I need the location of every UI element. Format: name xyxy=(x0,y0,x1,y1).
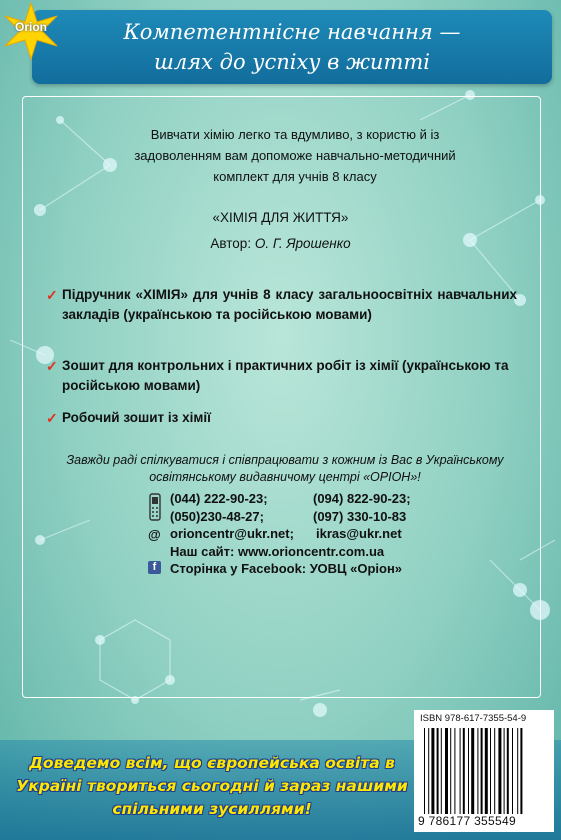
barcode-number: 9 786177 355549 xyxy=(418,814,516,828)
list-item xyxy=(46,356,517,396)
phone-number[interactable]: (094) 822-90-23; xyxy=(313,491,411,506)
checkmark-icon: ✓ xyxy=(46,287,58,303)
email-link[interactable]: ikras@ukr.net xyxy=(316,526,402,541)
checkmark-icon: ✓ xyxy=(46,410,58,426)
phone-number[interactable]: (044) 222-90-23; xyxy=(170,491,268,506)
phone-number[interactable]: (097) 330-10-83 xyxy=(313,508,407,524)
list-item xyxy=(46,285,517,325)
email-link[interactable]: orioncentr@ukr.net; xyxy=(170,526,294,541)
header-line-2: шлях до успіху в житті xyxy=(153,50,431,74)
list-item xyxy=(46,408,517,428)
slogan: Доведемо всім, що європейська освіта в Україні твориться сьогодні й зараз нашими спільними зусиллями! xyxy=(16,754,408,818)
author-line xyxy=(0,236,561,251)
facebook-icon: f xyxy=(148,561,161,574)
header-line-1: Компетентнісне навчання — xyxy=(123,20,461,44)
facebook-link[interactable]: Сторінка у Facebook: УОВЦ «Оріон» xyxy=(170,561,403,576)
checkmark-icon: ✓ xyxy=(46,358,58,374)
phone-number[interactable]: (050)230-48-27; xyxy=(170,508,264,524)
list-item-text: Зошит для контрольних і практичних робіт із хімії (українською та російською мовами) xyxy=(62,358,509,393)
phone-icon xyxy=(148,493,162,521)
isbn-text: ISBN 978-617-7355-54-9 xyxy=(420,713,527,724)
barcode xyxy=(414,710,554,832)
list-item-text: Робочий зошит із хімії xyxy=(62,410,211,425)
contact-note: Завжди раді спілкуватися і співпрацювати з кожним із Вас в Українському освітянському видавничому центрі «ОРІОН»! xyxy=(66,453,504,484)
header-banner xyxy=(32,10,552,84)
brand-name: Orion xyxy=(15,20,47,34)
barcode-bars xyxy=(422,728,548,814)
intro-text: Вивчати хімію легко та вдумливо, з користю й із задоволенням вам допоможе навчально-методичний комплект для учнів 8 класу xyxy=(134,127,456,184)
website-link[interactable]: Наш сайт: www.orioncentr.com.ua xyxy=(170,543,385,559)
book-title: «ХІМІЯ ДЛЯ ЖИТТЯ» xyxy=(212,210,349,225)
author-name: О. Г. Ярошенко xyxy=(254,236,351,251)
at-icon: @ xyxy=(148,527,161,542)
author-label: Автор: xyxy=(210,236,252,251)
list-item-text: Підручник «ХІМІЯ» для учнів 8 класу загальноосвітніх навчальних закладів (українською та російською мовами) xyxy=(62,287,517,322)
